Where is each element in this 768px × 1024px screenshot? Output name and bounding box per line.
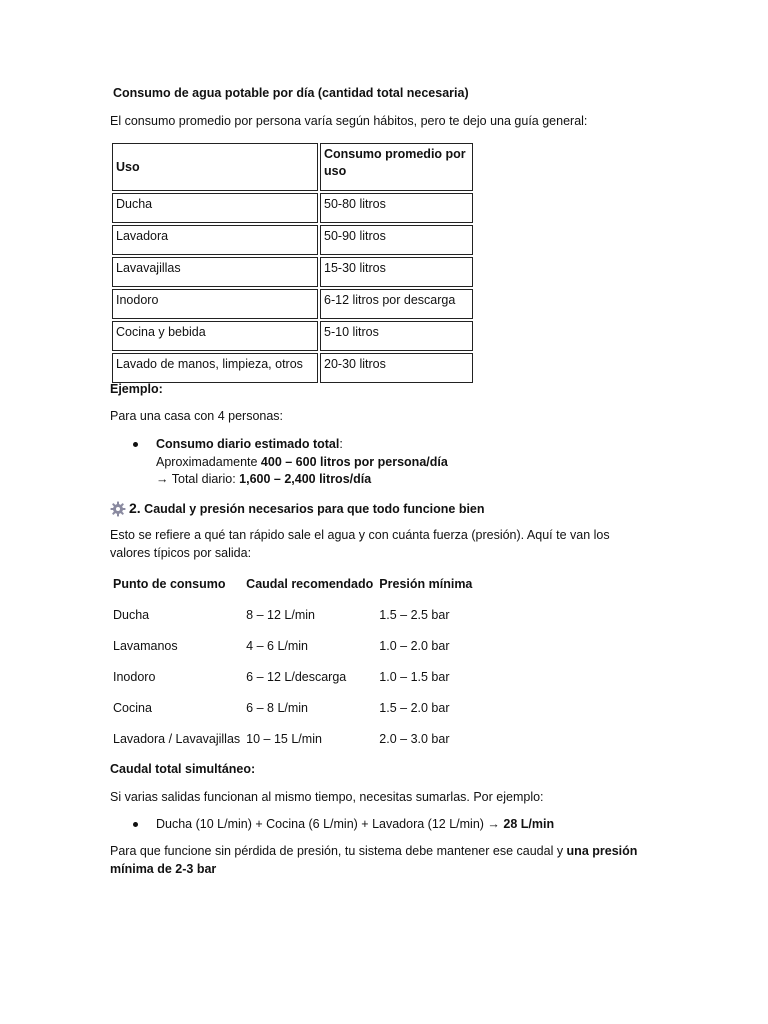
bullet-line1 <box>156 436 343 453</box>
cell-consumo: 5-10 litros <box>320 321 473 351</box>
table-row <box>112 321 473 351</box>
cell-uso: Cocina y bebida <box>112 321 318 351</box>
cell-uso: Lavado de manos, limpieza, otros <box>112 353 318 383</box>
final-line1 <box>110 843 637 860</box>
bullet-line3 <box>156 471 371 488</box>
cell-uso: Lavadora <box>112 225 318 255</box>
cell-presion: 1.5 – 2.0 bar <box>379 700 450 715</box>
final-bold1: una presión <box>566 844 638 858</box>
cell-caudal: 8 – 12 L/min <box>246 607 315 622</box>
cell-punto: Lavadora / Lavavajillas <box>113 731 241 746</box>
bullet-dot <box>133 822 138 827</box>
cell-consumo: 6-12 litros por descarga <box>320 289 473 319</box>
table-row <box>110 630 482 661</box>
section2-title <box>129 500 485 518</box>
cell-consumo: 50-80 litros <box>320 193 473 223</box>
header-punto: Punto de consumo <box>113 576 226 591</box>
table-header-row <box>112 143 473 191</box>
cell-presion: 2.0 – 3.0 bar <box>379 731 450 746</box>
line2-bold: 400 – 600 litros por persona/día <box>260 455 448 469</box>
cell-caudal: 6 – 8 L/min <box>246 700 309 715</box>
gear-icon <box>110 501 126 517</box>
example-heading: Ejemplo: <box>110 382 163 396</box>
section2-number: 2. <box>129 500 141 516</box>
line3-bold: 1,600 – 2,400 litros/día <box>239 472 372 486</box>
header-presion: Presión mínima <box>379 576 473 591</box>
section2-intro-line1: Esto se refiere a qué tan rápido sale el agua y con cuánta fuerza (presión). Aquí te van los <box>110 528 610 542</box>
cell-punto: Inodoro <box>113 669 156 684</box>
header-uso: Uso <box>112 143 318 191</box>
line3-prefix: → Total diario: <box>156 472 240 486</box>
header-consumo: Consumo promedio por uso <box>320 143 473 191</box>
table-header-row <box>110 568 482 599</box>
table-row <box>110 599 482 630</box>
table-row <box>110 723 482 754</box>
bullet-colon: : <box>339 437 343 451</box>
simul-intro: Si varias salidas funcionan al mismo tiempo, necesitas sumarlas. Por ejemplo: <box>110 790 544 804</box>
table-row <box>110 661 482 692</box>
cell-punto: Lavamanos <box>113 638 178 653</box>
final-prefix: Para que funcione sin pérdida de presión, tu sistema debe mantener ese caudal y <box>110 844 567 858</box>
table-row <box>112 353 473 383</box>
header-caudal: Caudal recomendado <box>246 576 374 591</box>
cell-presion: 1.0 – 2.0 bar <box>379 638 450 653</box>
table-row <box>112 193 473 223</box>
usage-consumption-table <box>110 141 475 385</box>
cell-presion: 1.5 – 2.5 bar <box>379 607 450 622</box>
simul-bullet-total: 28 L/min <box>503 817 555 831</box>
table-row <box>112 225 473 255</box>
cell-caudal: 6 – 12 L/descarga <box>246 669 347 684</box>
cell-punto: Cocina <box>113 700 152 715</box>
cell-consumo: 15-30 litros <box>320 257 473 287</box>
bullet-dot <box>133 442 138 447</box>
section1-intro: El consumo promedio por persona varía según hábitos, pero te dejo una guía general: <box>110 114 588 128</box>
simul-bullet <box>156 816 554 833</box>
cell-caudal: 4 – 6 L/min <box>246 638 309 653</box>
bullet-line2 <box>156 454 448 471</box>
cell-uso: Lavavajillas <box>112 257 318 287</box>
section2-intro-line2: valores típicos por salida: <box>110 546 252 560</box>
flow-pressure-table <box>110 568 482 754</box>
cell-caudal: 10 – 15 L/min <box>246 731 322 746</box>
final-line2: mínima de 2-3 bar <box>110 862 217 876</box>
cell-uso: Inodoro <box>112 289 318 319</box>
simul-bullet-text: Ducha (10 L/min) + Cocina (6 L/min) + Lavadora (12 L/min) → <box>156 817 504 831</box>
table-row <box>110 692 482 723</box>
cell-punto: Ducha <box>113 607 150 622</box>
table-row <box>112 257 473 287</box>
table-row <box>112 289 473 319</box>
cell-consumo: 20-30 litros <box>320 353 473 383</box>
example-intro: Para una casa con 4 personas: <box>110 409 284 423</box>
section1-title: Consumo de agua potable por día (cantidad total necesaria) <box>113 86 469 100</box>
cell-presion: 1.0 – 1.5 bar <box>379 669 450 684</box>
cell-uso: Ducha <box>112 193 318 223</box>
bullet-label: Consumo diario estimado total <box>156 437 340 451</box>
simul-heading: Caudal total simultáneo: <box>110 762 256 776</box>
cell-consumo: 50-90 litros <box>320 225 473 255</box>
line2-prefix: Aproximadamente <box>156 455 261 469</box>
section2-title-text: Caudal y presión necesarios para que todo funcione bien <box>140 502 485 516</box>
